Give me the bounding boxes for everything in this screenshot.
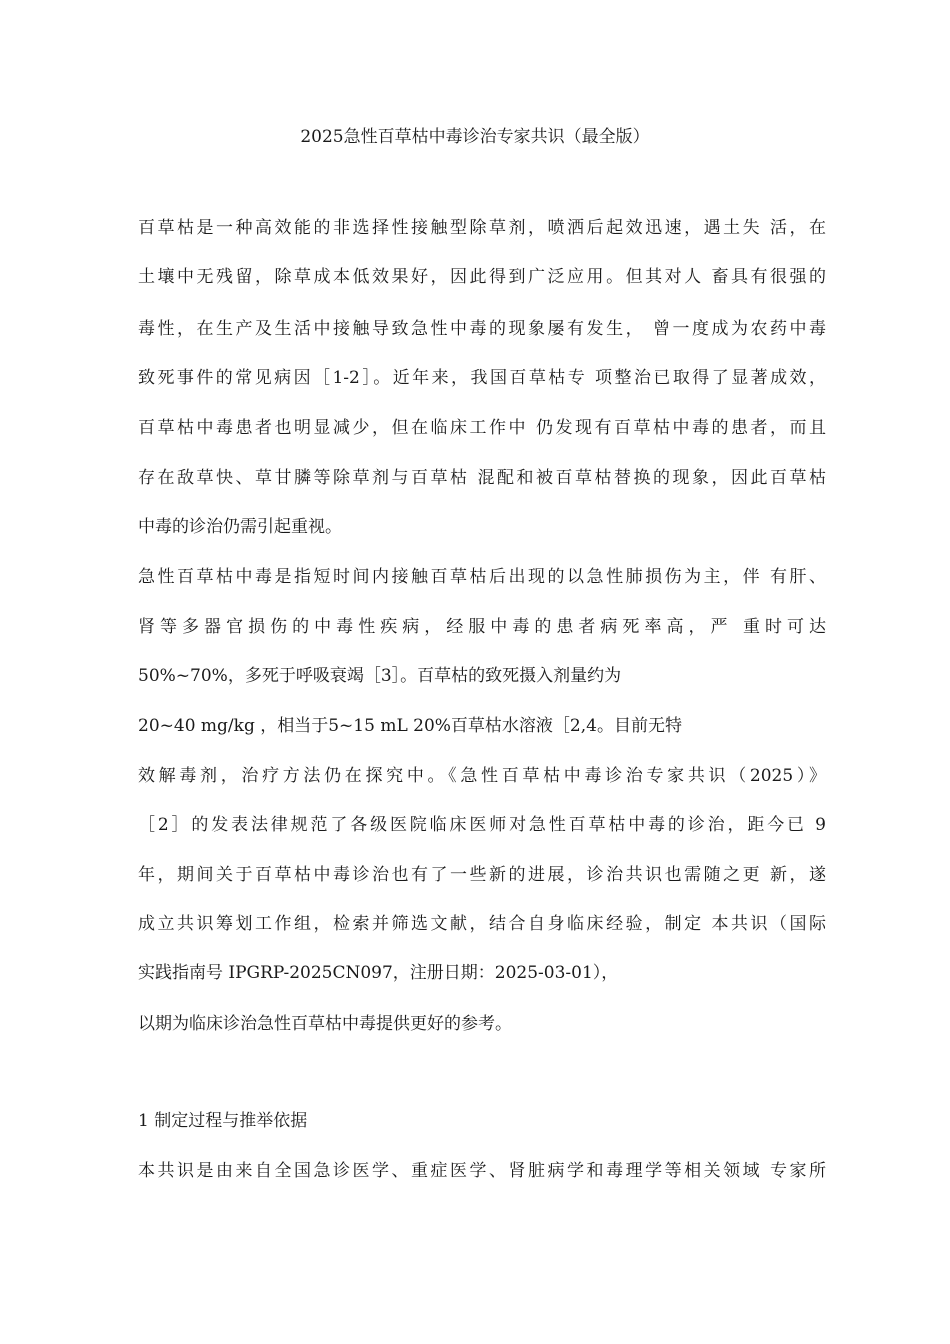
paragraph-2-line-4: 20~40 mg/kg ，相当于5~15 mL 20%百草枯水溶液［2,4。目前无特 <box>138 716 682 736</box>
paragraph-1-line-3: 毒性，在生产及生活中接触导致急性中毒的现象屡有发生， 曾一度成为农药中毒 <box>138 319 826 339</box>
paragraph-1-line-5: 百草枯中毒患者也明显减少，但在临床工作中 仍发现有百草枯中毒的患者，而且 <box>138 418 826 438</box>
paragraph-2-line-6: ［2］的发表法律规范了各级医院临床医师对急性百草枯中毒的诊治，距今已 9 <box>138 815 826 835</box>
paragraph-2-line-7: 年，期间关于百草枯中毒诊治也有了一些新的进展，诊治共识也需随之更 新，遂 <box>138 865 826 885</box>
paragraph-1-line-1: 百草枯是一种高效能的非选择性接触型除草剂，喷洒后起效迅速，遇土失 活，在 <box>138 218 826 238</box>
paragraph-1-line-6: 存在敌草快、草甘膦等除草剂与百草枯 混配和被百草枯替换的现象，因此百草枯 <box>138 468 826 488</box>
paragraph-2-line-10: 以期为临床诊治急性百草枯中毒提供更好的参考。 <box>138 1014 512 1034</box>
paragraph-1-line-4: 致死事件的常见病因［1-2］。近年来，我国百草枯专 项整治已取得了显著成效， <box>138 368 826 388</box>
section-1-heading: 1 制定过程与推举依据 <box>138 1111 308 1131</box>
paragraph-2-line-1: 急性百草枯中毒是指短时间内接触百草枯后出现的以急性肺损伤为主，伴 有肝、 <box>138 567 826 587</box>
section-1-line-1: 本共识是由来自全国急诊医学、重症医学、肾脏病学和毒理学等相关领域 专家所 <box>138 1161 826 1181</box>
paragraph-2-line-3: 50%~70%，多死于呼吸衰竭［3］。百草枯的致死摄入剂量约为 <box>138 666 622 686</box>
paragraph-1-line-7: 中毒的诊治仍需引起重视。 <box>138 517 342 537</box>
paragraph-1-line-2: 土壤中无残留，除草成本低效果好，因此得到广泛应用。但其对人 畜具有很强的 <box>138 267 826 287</box>
document-title: 2025急性百草枯中毒诊治专家共识（最全版） <box>300 127 650 147</box>
paragraph-2-line-5: 效解毒剂，治疗方法仍在探究中。《急性百草枯中毒诊治专家共识（2025）》 <box>138 766 826 786</box>
paragraph-2-line-9: 实践指南号 IPGRP-2025CN097，注册日期：2025-03-01）， <box>138 963 619 983</box>
paragraph-2-line-8: 成立共识筹划工作组，检索并筛选文献，结合自身临床经验，制定 本共识（国际 <box>138 914 826 934</box>
paragraph-2-line-2: 肾等多器官损伤的中毒性疾病，经服中毒的患者病死率高，严 重时可达 <box>138 617 826 637</box>
